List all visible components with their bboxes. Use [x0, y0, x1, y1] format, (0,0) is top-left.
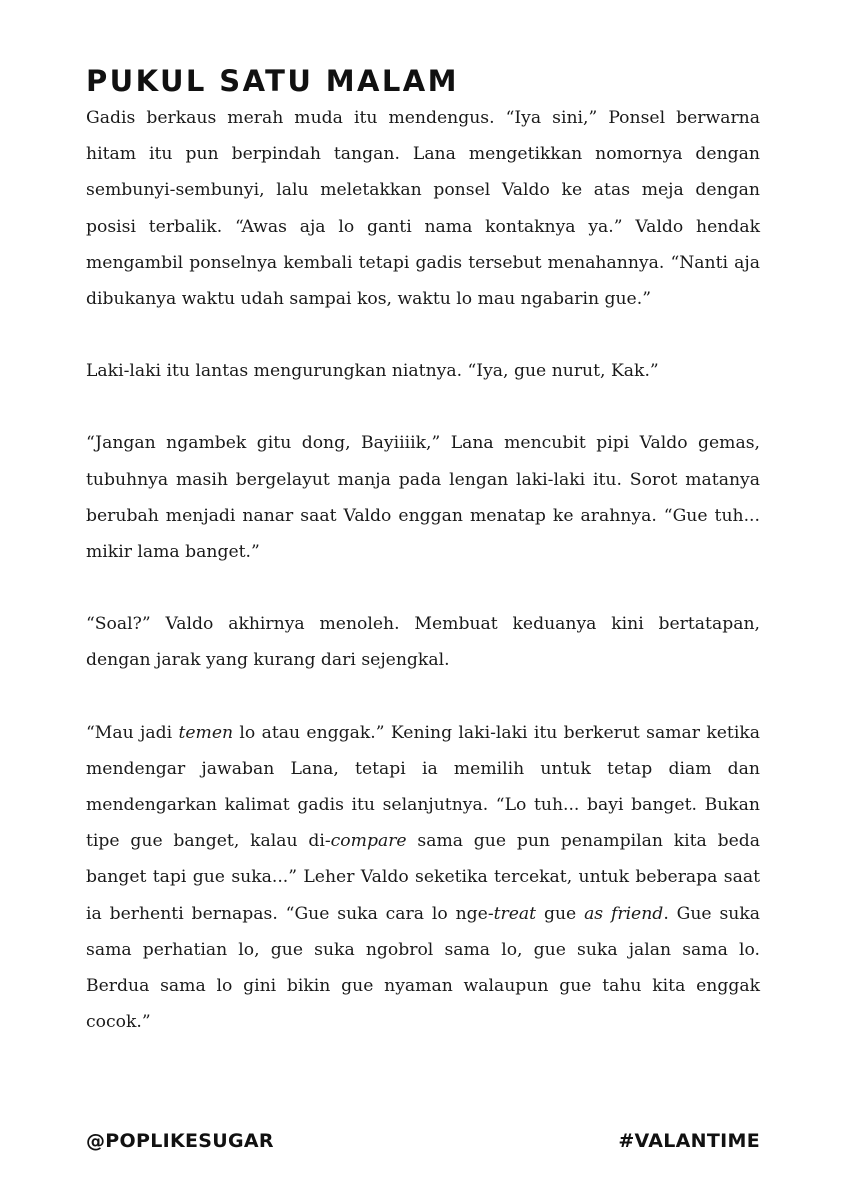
paragraph-3-text: “Jangan ngambek gitu dong, Bayiiiik,” Lana mencubit pipi Valdo gemas, tubuhnya masih bergelayut manja pada lengan laki-laki itu. Sorot matanya berubah menjadi nanar saat Valdo enggan menatap ke arahnya. “Gue tuh... mikir lama banget.”: [86, 433, 760, 563]
paragraph-5-text: lo atau enggak.” Kening laki-laki itu berkerut samar ketika mendengar jawaban Lana, tetapi ia memilih untuk tetap diam dan mendengarkan kalimat gadis itu selanjutnya. “Lo tuh... bayi banget. Bukan tipe gue banget, kalau di-: [86, 722, 760, 852]
paragraph-1-text: Gadis berkaus merah muda itu mendengus. “Iya sini,” Ponsel berwarna hitam itu pun berpindah tangan. Lana mengetikkan nomornya dengan sembunyi-sembunyi, lalu meletakkan ponsel Valdo ke atas meja dengan posisi terbalik. “Awas aja lo ganti nama kontaknya ya.” Valdo hendak mengambil ponselnya kembali tetapi gadis tersebut menahannya. “Nanti aja dibukanya waktu udah sampai kos, waktu lo mau ngabarin gue.”: [86, 108, 760, 310]
paragraph-gap: [86, 317, 760, 353]
story-hashtag: #VALANTIME: [618, 1130, 760, 1152]
paragraph-gap: [86, 679, 760, 715]
paragraph-4: [86, 606, 760, 678]
paragraph-5-italic-compare: compare: [330, 831, 407, 852]
paragraph-5-text: gue: [536, 903, 585, 924]
story-page: [86, 62, 760, 1040]
paragraph-3: [86, 425, 760, 570]
paragraph-gap: [86, 389, 760, 425]
paragraph-5-text: “Mau jadi: [86, 722, 179, 743]
paragraph-5-italic-as-friend: as friend: [584, 903, 664, 924]
author-handle: @POPLIKESUGAR: [86, 1130, 274, 1152]
page-footer: [86, 1130, 760, 1152]
paragraph-1: [86, 100, 760, 317]
paragraph-4-text: “Soal?” Valdo akhirnya menoleh. Membuat keduanya kini bertatapan, dengan jarak yang kurang dari sejengkal.: [86, 614, 760, 671]
paragraph-5-text: sama gue pun penampilan kita beda banget tapi gue suka...” Leher Valdo seketika tercekat, untuk beberapa saat ia berhenti bernapas. “Gue suka cara lo nge-: [86, 831, 760, 924]
paragraph-gap: [86, 570, 760, 606]
paragraph-5-italic-treat: treat: [493, 903, 537, 924]
paragraph-2: [86, 353, 760, 389]
paragraph-5-italic-temen: temen: [178, 722, 234, 743]
paragraph-5: [86, 715, 760, 1041]
paragraph-5-text: . Gue suka sama perhatian lo, gue suka ngobrol sama lo, gue suka jalan sama lo. Berdua sama lo gini bikin gue nyaman walaupun gue tahu kita enggak cocok.”: [86, 903, 761, 1033]
paragraph-2-text: Laki-laki itu lantas mengurungkan niatnya. “Iya, gue nurut, Kak.”: [86, 361, 659, 382]
story-title: PUKUL SATU MALAM: [86, 64, 459, 98]
